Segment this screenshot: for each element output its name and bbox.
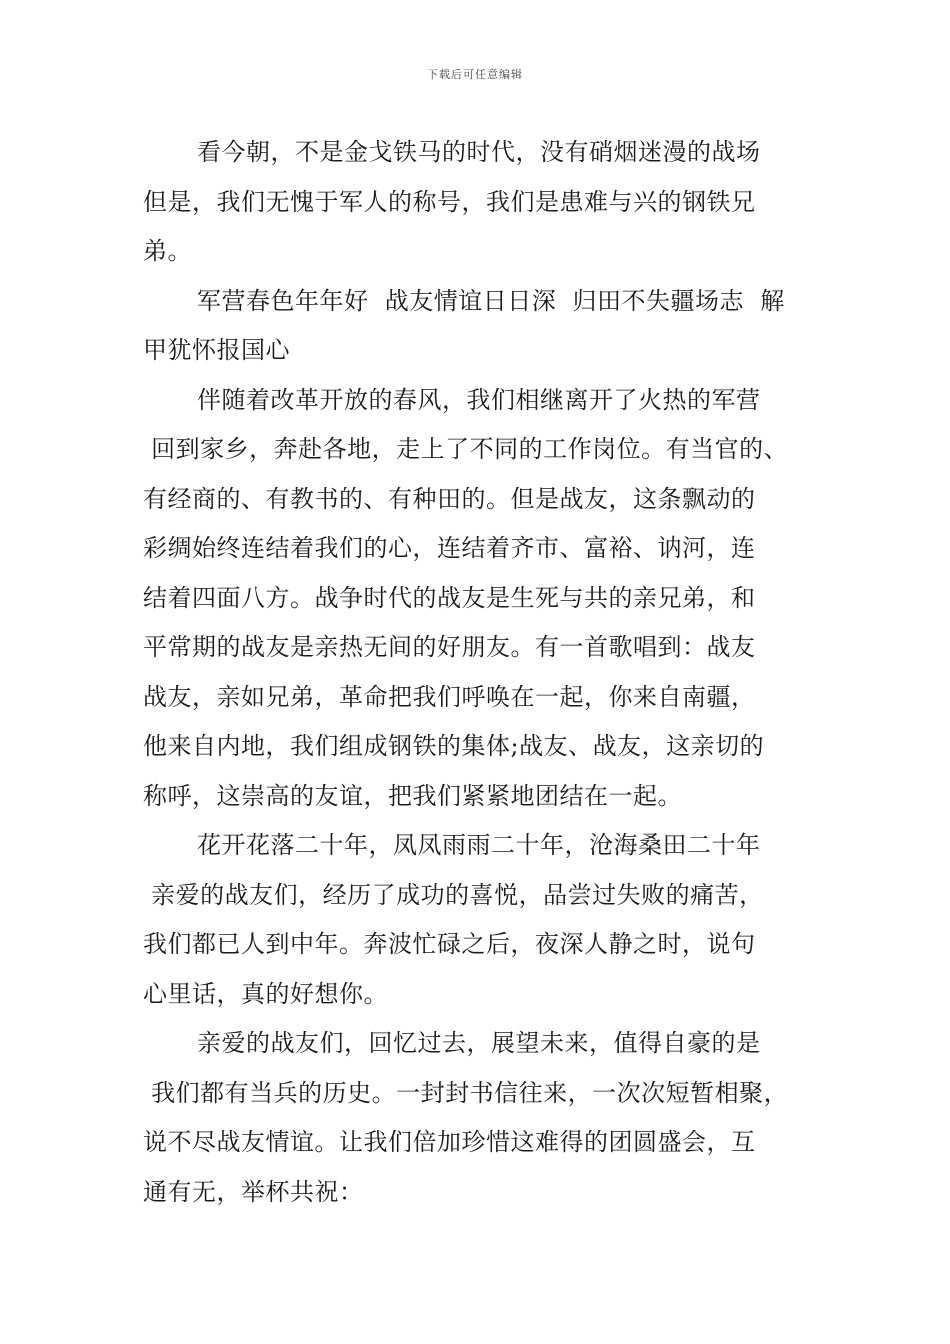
document-body — [143, 128, 823, 1217]
text-line: 军营春色年年好 战友情谊日日深 归田不失疆场志 解 — [197, 286, 785, 315]
text-line: 有经商的、有教书的、有种田的。但是战友，这条飘动的 — [143, 484, 756, 513]
text-line: 弟。 — [143, 237, 192, 265]
paragraph — [143, 376, 823, 822]
text-line: 平常期的战友是亲热无间的好朋友。有一首歌唱到：战友 — [143, 633, 756, 661]
text-line: 看今朝，不是金戈铁马的时代，没有硝烟迷漫的战场 — [197, 138, 761, 166]
text-line: 战友，亲如兄弟，革命把我们呼唤在一起，你来自南疆， — [143, 682, 756, 711]
text-line: 说不尽战友情谊。让我们倍加珍惜这难得的团圆盛会，互 — [143, 1128, 756, 1156]
text-line: 我们都已人到中年。奔波忙碌之后，夜深人静之时，说句 — [143, 930, 756, 958]
page-header: 下载后可任意编辑 — [427, 68, 523, 81]
text-line: 心里话，真的好想你。 — [143, 979, 388, 1008]
text-line: 通有无，举杯共祝： — [143, 1177, 364, 1206]
text-line: 我们都有当兵的历史。一封封书信往来，一次次短暂相聚， — [143, 1078, 789, 1107]
paragraph — [143, 821, 823, 1019]
text-line: 彩绸始终连结着我们的心，连结着齐市、富裕、讷河，连 — [143, 534, 756, 562]
paragraph — [143, 128, 823, 277]
text-line: 结着四面八方。战争时代的战友是生死与共的亲兄弟，和 — [143, 583, 756, 612]
text-line: 甲犹怀报国心 — [143, 336, 290, 364]
text-line: 亲爱的战友们，经历了成功的喜悦，品尝过失败的痛苦， — [143, 880, 764, 909]
text-line: 亲爱的战友们，回忆过去，展望未来，值得自豪的是 — [197, 1029, 761, 1057]
text-line: 他来自内地，我们组成钢铁的集体;战友、战友，这亲切的 — [143, 732, 765, 760]
text-line: 回到家乡，奔赴各地，走上了不同的工作岗位。有当官的、 — [143, 435, 789, 463]
text-line: 称呼，这崇高的友谊，把我们紧紧地团结在一起。 — [143, 781, 682, 810]
paragraph — [143, 277, 823, 376]
text-line: 花开花落二十年，凤凤雨雨二十年，沧海桑田二十年 — [197, 831, 761, 859]
text-line: 伴随着改革开放的春风，我们相继离开了火热的军营 — [197, 385, 761, 414]
paragraph — [143, 1019, 823, 1217]
text-line: 但是，我们无愧于军人的称号，我们是患难与兴的钢铁兄 — [143, 187, 756, 216]
